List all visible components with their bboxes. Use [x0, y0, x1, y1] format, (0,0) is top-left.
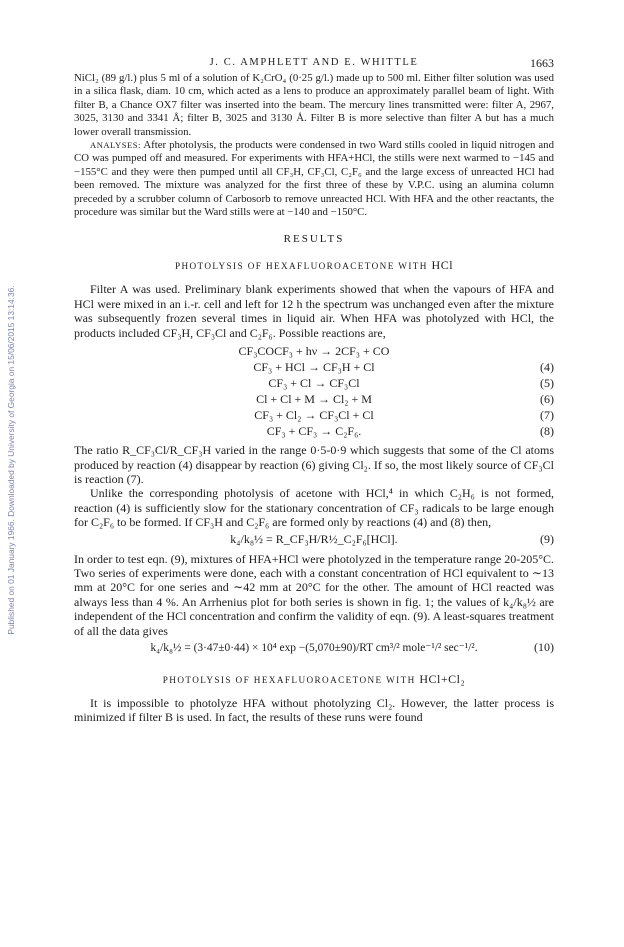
section-heading-hcl-cl2 [74, 672, 554, 687]
equation: CF₃ + Cl₂ → CF₃Cl + Cl [254, 408, 374, 423]
equation-number: (5) [540, 376, 554, 391]
equation: k₄/k₈½ = R_CF₃H/R½_C₂F₆[HCl]. [230, 531, 398, 546]
analyses-text: After photolysis, the products were condensed in two Ward stills cooled in liquid nitrogen and CO was pumped off and measured. For experiments with HFA+HCl, the stills were next warmed to −145 and −155°C and they were then pumped until all CF₃H, CF₃Cl, C₂F₆ and the large excess of unreacted HCl had been removed. The mixture was analyzed for the first three of these by V.P.C. using an alumina column preceded by a scrubber column of Carbosorb to remove unreacted HCl. With HFA and the other reactants, the procedure was similar but the Ward stills were at −140 and −150°C. [74, 139, 554, 219]
equation-row [74, 344, 554, 360]
equation-row [74, 376, 554, 392]
paragraph-temperature-test: In order to test eqn. (9), mixtures of HFA+HCl were photolyzed in the temperature range 20-205°C. Two series of experiments were done, each with a constant concentration of HCl equivalent to ∼13 mm at 20°C for one series and ∼42 mm at 20°C for the other. The amount of HCl reacted was always less than 4 %. An Arrhenius plot for both series is shown in fig. 1; the values of k₄/k₈½ are independent of the HCl concentration and confirm the validity of eqn. (9). A least-squares treatment of all the data gives [74, 551, 554, 638]
equation-row [74, 408, 554, 424]
section-heading-hcl [74, 258, 554, 273]
paragraph-filter-b: It is impossible to photolyze HFA without photolyzing Cl₂. However, the latter process is minimized if filter B is used. In fact, the results of these runs were found [74, 695, 554, 725]
running-header [74, 56, 554, 72]
paragraph-analyses [74, 139, 554, 219]
page-number: 1663 [530, 56, 554, 70]
analyses-label: ANALYSES: [90, 140, 141, 151]
watermark-text: Published on 01 January 1966. Downloaded by University of Georgia on 15/06/2015 13:14:36. [6, 285, 16, 635]
equation-row [74, 360, 554, 376]
equation-number: (7) [540, 408, 554, 423]
equation-row [74, 392, 554, 408]
equation-number: (8) [540, 424, 554, 439]
equation-9 [74, 532, 554, 550]
equation-row [74, 424, 554, 440]
equation: CF₃ + Cl → CF₃Cl [268, 376, 360, 391]
paragraph-acetone-comparison: Unlike the corresponding photolysis of acetone with HCl,⁴ in which C₂H₆ is not formed, reaction (4) is sufficiently slow for the stationary concentration of CF₃ radicals to be large enough for C₂F₆ to be formed. If CF₃H and C₂F₆ are formed only by reactions (4) and (8) then, [74, 486, 554, 530]
equation-number: (4) [540, 360, 554, 375]
section-heading-text: PHOTOLYSIS OF HEXAFLUOROACETONE WITH [174, 261, 428, 272]
paragraph-ratio: The ratio R_CF₃Cl/R_CF₃H varied in the range 0·5-0·9 which suggests that some of the Cl atoms produced by reaction (4) disappear by reaction (6) giving Cl₂. If so, the most likely source of CF₃Cl is reaction (7). [74, 443, 554, 486]
equation: Cl + Cl + M → Cl₂ + M [256, 392, 372, 407]
section-heading-species: HCl [431, 258, 454, 273]
header-authors: J. C. AMPHLETT AND E. WHITTLE [209, 57, 419, 68]
equation: k₄/k₈½ = (3·47±0·44) × 10⁴ exp −(5,070±90)/RT cm³/² mole⁻¹/² sec⁻¹/². [150, 641, 478, 654]
equation-10 [74, 640, 554, 658]
journal-page [74, 56, 554, 725]
paragraph-blank-experiments: Filter A was used. Preliminary blank experiments showed that when the vapours of HFA and HCl were mixed in an i.-r. cell and left for 12 h the spectrum was unchanged even after the mixture was subsequently frozen several times in liquid air. When HFA was photolyzed with HCl, the products included CF₃H, CF₃Cl and C₂F₆. Possible reactions are, [74, 282, 554, 340]
paragraph-filter-solution: NiCl₂ (89 g/l.) plus 5 ml of a solution of K₂CrO₄ (0·25 g/l.) made up to 500 ml. Either filter solution was used in a silica flask, diam. 10 cm, which acted as a lens to produce an approximately parallel beam of light. With filter B, a Chance OX7 filter was inserted into the beam. The mercury lines transmitted were: filter A, 2967, 3025, 3130 and 3341 Å; filter B, 3025 and 3130 Å. Filter B is more selective than filter A but has a much lower overall transmission. [74, 72, 554, 138]
section-heading-text: PHOTOLYSIS OF HEXAFLUOROACETONE WITH [162, 674, 416, 685]
reaction-scheme [74, 344, 554, 440]
section-heading-species: HCl+Cl₂ [419, 671, 466, 686]
download-watermark [0, 120, 22, 800]
results-heading: RESULTS [283, 233, 345, 246]
equation-number: (10) [534, 639, 554, 654]
equation: CF₃COCF₃ + hν → 2CF₃ + CO [238, 344, 390, 359]
equation: CF₃ + HCl → CF₃H + Cl [253, 360, 375, 375]
equation-number: (9) [540, 531, 554, 546]
equation: CF₃ + CF₃ → C₂F₆. [266, 424, 362, 439]
equation-number: (6) [540, 392, 554, 407]
